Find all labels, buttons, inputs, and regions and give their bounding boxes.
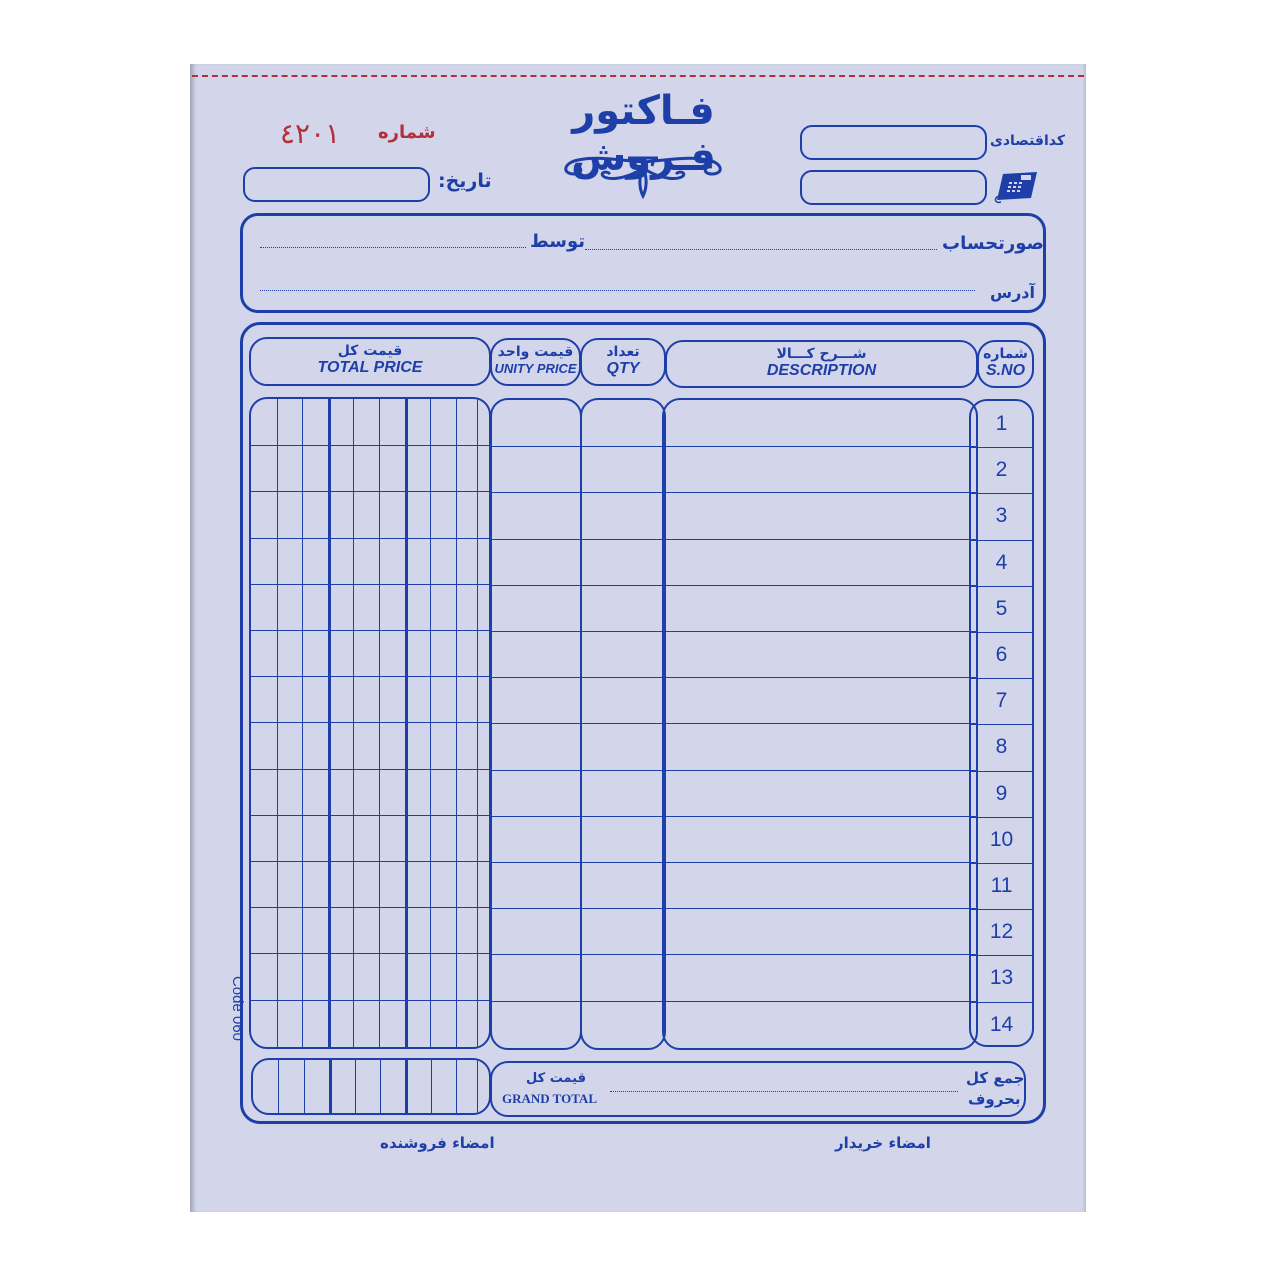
row-number: 3 — [995, 504, 1008, 528]
row-divider — [664, 539, 976, 540]
total-in-words-input[interactable] — [610, 1091, 958, 1092]
row-divider — [582, 816, 664, 817]
row-number: 14 — [989, 1012, 1014, 1036]
row-divider — [582, 770, 664, 771]
grand-total-fa: قیمت کل — [526, 1071, 586, 1086]
header-total-price-fa: قیمت کل — [337, 343, 403, 359]
row-divider — [664, 631, 976, 632]
header-unit-price — [490, 338, 581, 386]
header-description-fa: شـــرح کـــالا — [776, 346, 867, 362]
digit-divider — [353, 399, 354, 1047]
row-number: 10 — [989, 827, 1014, 851]
row-divider — [492, 954, 580, 955]
row-number: 13 — [989, 966, 1014, 990]
row-divider — [971, 678, 1032, 679]
grand-total-en: GRAND TOTAL — [502, 1091, 597, 1106]
row-divider — [251, 953, 489, 954]
header-description-en: DESCRIPTION — [766, 362, 877, 379]
digit-divider — [328, 399, 331, 1047]
row-divider — [664, 816, 976, 817]
row-divider — [664, 954, 976, 955]
digit-divider — [380, 1060, 381, 1113]
header-sno-en: S.NO — [985, 362, 1026, 379]
buyer-signature-label: امضاء خریدار — [835, 1134, 931, 1152]
header-qty — [580, 338, 666, 386]
row-number: 11 — [990, 874, 1013, 897]
row-divider — [582, 631, 664, 632]
row-number: 1 — [995, 412, 1008, 435]
row-divider — [251, 769, 489, 770]
serial-label: شماره — [378, 122, 436, 143]
row-divider — [664, 492, 976, 493]
column-total-price[interactable] — [249, 397, 491, 1049]
row-divider — [582, 585, 664, 586]
header-sno — [977, 340, 1034, 388]
column-description[interactable] — [662, 398, 978, 1050]
row-divider — [251, 630, 489, 631]
address-label: آدرس — [990, 283, 1035, 302]
seller-signature-label: امضاء فروشنده — [380, 1134, 495, 1152]
header-sno-fa: شماره — [983, 346, 1028, 362]
row-divider — [971, 817, 1032, 818]
by-label: توسط — [530, 231, 586, 252]
form-code: Code 060 — [229, 975, 247, 1042]
digit-divider — [304, 1060, 305, 1113]
header-unit-price-en: UNITY PRICE — [494, 361, 577, 376]
digit-divider — [456, 1060, 457, 1113]
row-divider — [664, 908, 976, 909]
row-number: 8 — [995, 735, 1008, 759]
date-label: تاریخ: — [438, 170, 492, 192]
digit-divider — [355, 1060, 356, 1113]
address-input[interactable] — [260, 290, 975, 291]
header-description — [665, 340, 978, 388]
date-field[interactable] — [243, 167, 430, 202]
row-divider — [251, 445, 489, 446]
digit-divider — [405, 1060, 408, 1113]
row-number: 9 — [995, 781, 1008, 805]
row-divider — [492, 446, 580, 447]
row-divider — [582, 908, 664, 909]
header-unit-price-fa: قیمت واحد — [497, 344, 574, 360]
bill-to-label: صورتحساب — [942, 233, 1044, 254]
header-total-price-en: TOTAL PRICE — [317, 359, 423, 376]
grand-total-box — [490, 1061, 1026, 1117]
row-divider — [251, 538, 489, 539]
column-qty[interactable] — [580, 398, 666, 1050]
row-divider — [251, 907, 489, 908]
row-divider — [582, 862, 664, 863]
row-divider — [664, 446, 976, 447]
row-number: 6 — [995, 643, 1008, 666]
row-divider — [251, 1000, 489, 1001]
row-divider — [492, 585, 580, 586]
row-number: 2 — [995, 458, 1008, 482]
row-divider — [492, 770, 580, 771]
serial-number: ٤٢٠١ — [280, 117, 341, 150]
row-divider — [492, 677, 580, 678]
row-divider — [971, 447, 1032, 448]
row-divider — [492, 1001, 580, 1002]
row-divider — [492, 908, 580, 909]
economic-code-label: کداقتصادی — [990, 133, 1065, 149]
row-divider — [492, 631, 580, 632]
row-divider — [582, 954, 664, 955]
digit-divider — [278, 1060, 279, 1113]
by-input[interactable] — [260, 247, 526, 248]
phone-field[interactable] — [800, 170, 987, 205]
digit-divider — [430, 399, 431, 1047]
row-number: 4 — [995, 550, 1008, 574]
row-divider — [582, 677, 664, 678]
digit-divider — [456, 399, 457, 1047]
digit-divider — [477, 399, 478, 1047]
column-unit-price[interactable] — [490, 398, 582, 1050]
customer-info-box — [240, 213, 1046, 313]
row-divider — [251, 722, 489, 723]
digit-divider — [277, 399, 278, 1047]
row-divider — [971, 586, 1032, 587]
row-divider — [582, 492, 664, 493]
row-divider — [664, 723, 976, 724]
row-divider — [971, 1002, 1032, 1003]
header-qty-en: QTY — [606, 360, 640, 377]
total-in-words-label-2: بحروف — [968, 1090, 1021, 1108]
row-divider — [251, 676, 489, 677]
bill-to-input[interactable] — [585, 249, 937, 250]
row-number: 5 — [995, 596, 1008, 620]
row-divider — [971, 771, 1032, 772]
row-divider — [664, 585, 976, 586]
telephone-icon — [993, 168, 1041, 206]
row-divider — [971, 955, 1032, 956]
column-sno — [969, 399, 1034, 1047]
row-divider — [582, 1001, 664, 1002]
row-divider — [971, 724, 1032, 725]
digit-divider — [431, 1060, 432, 1113]
flourish-ornament-icon — [558, 150, 728, 200]
row-divider — [492, 862, 580, 863]
perforation-line — [192, 75, 1084, 77]
total-in-words-label-1: جمع کل — [966, 1069, 1025, 1087]
digit-divider — [379, 399, 380, 1047]
row-divider — [492, 816, 580, 817]
header-qty-fa: تعداد — [606, 344, 640, 360]
row-divider — [492, 539, 580, 540]
row-divider — [664, 1001, 976, 1002]
row-divider — [251, 861, 489, 862]
digit-divider — [477, 1060, 478, 1113]
invoice-title: فـاکتور فـروش — [571, 88, 716, 180]
row-divider — [664, 862, 976, 863]
row-divider — [492, 723, 580, 724]
row-divider — [582, 446, 664, 447]
digit-divider — [302, 399, 303, 1047]
row-divider — [971, 632, 1032, 633]
row-number: 12 — [989, 920, 1014, 944]
row-divider — [664, 770, 976, 771]
row-number: 7 — [995, 689, 1008, 713]
row-divider — [971, 909, 1032, 910]
row-divider — [582, 723, 664, 724]
row-divider — [582, 539, 664, 540]
row-divider — [971, 540, 1032, 541]
row-divider — [492, 492, 580, 493]
row-divider — [251, 584, 489, 585]
header-total-price — [249, 337, 491, 386]
row-divider — [251, 491, 489, 492]
row-divider — [251, 815, 489, 816]
economic-code-field[interactable] — [800, 125, 987, 160]
grand-total-digits[interactable] — [251, 1058, 491, 1115]
row-divider — [971, 863, 1032, 864]
row-divider — [971, 493, 1032, 494]
row-divider — [664, 677, 976, 678]
digit-divider — [405, 399, 408, 1047]
digit-divider — [329, 1060, 332, 1113]
